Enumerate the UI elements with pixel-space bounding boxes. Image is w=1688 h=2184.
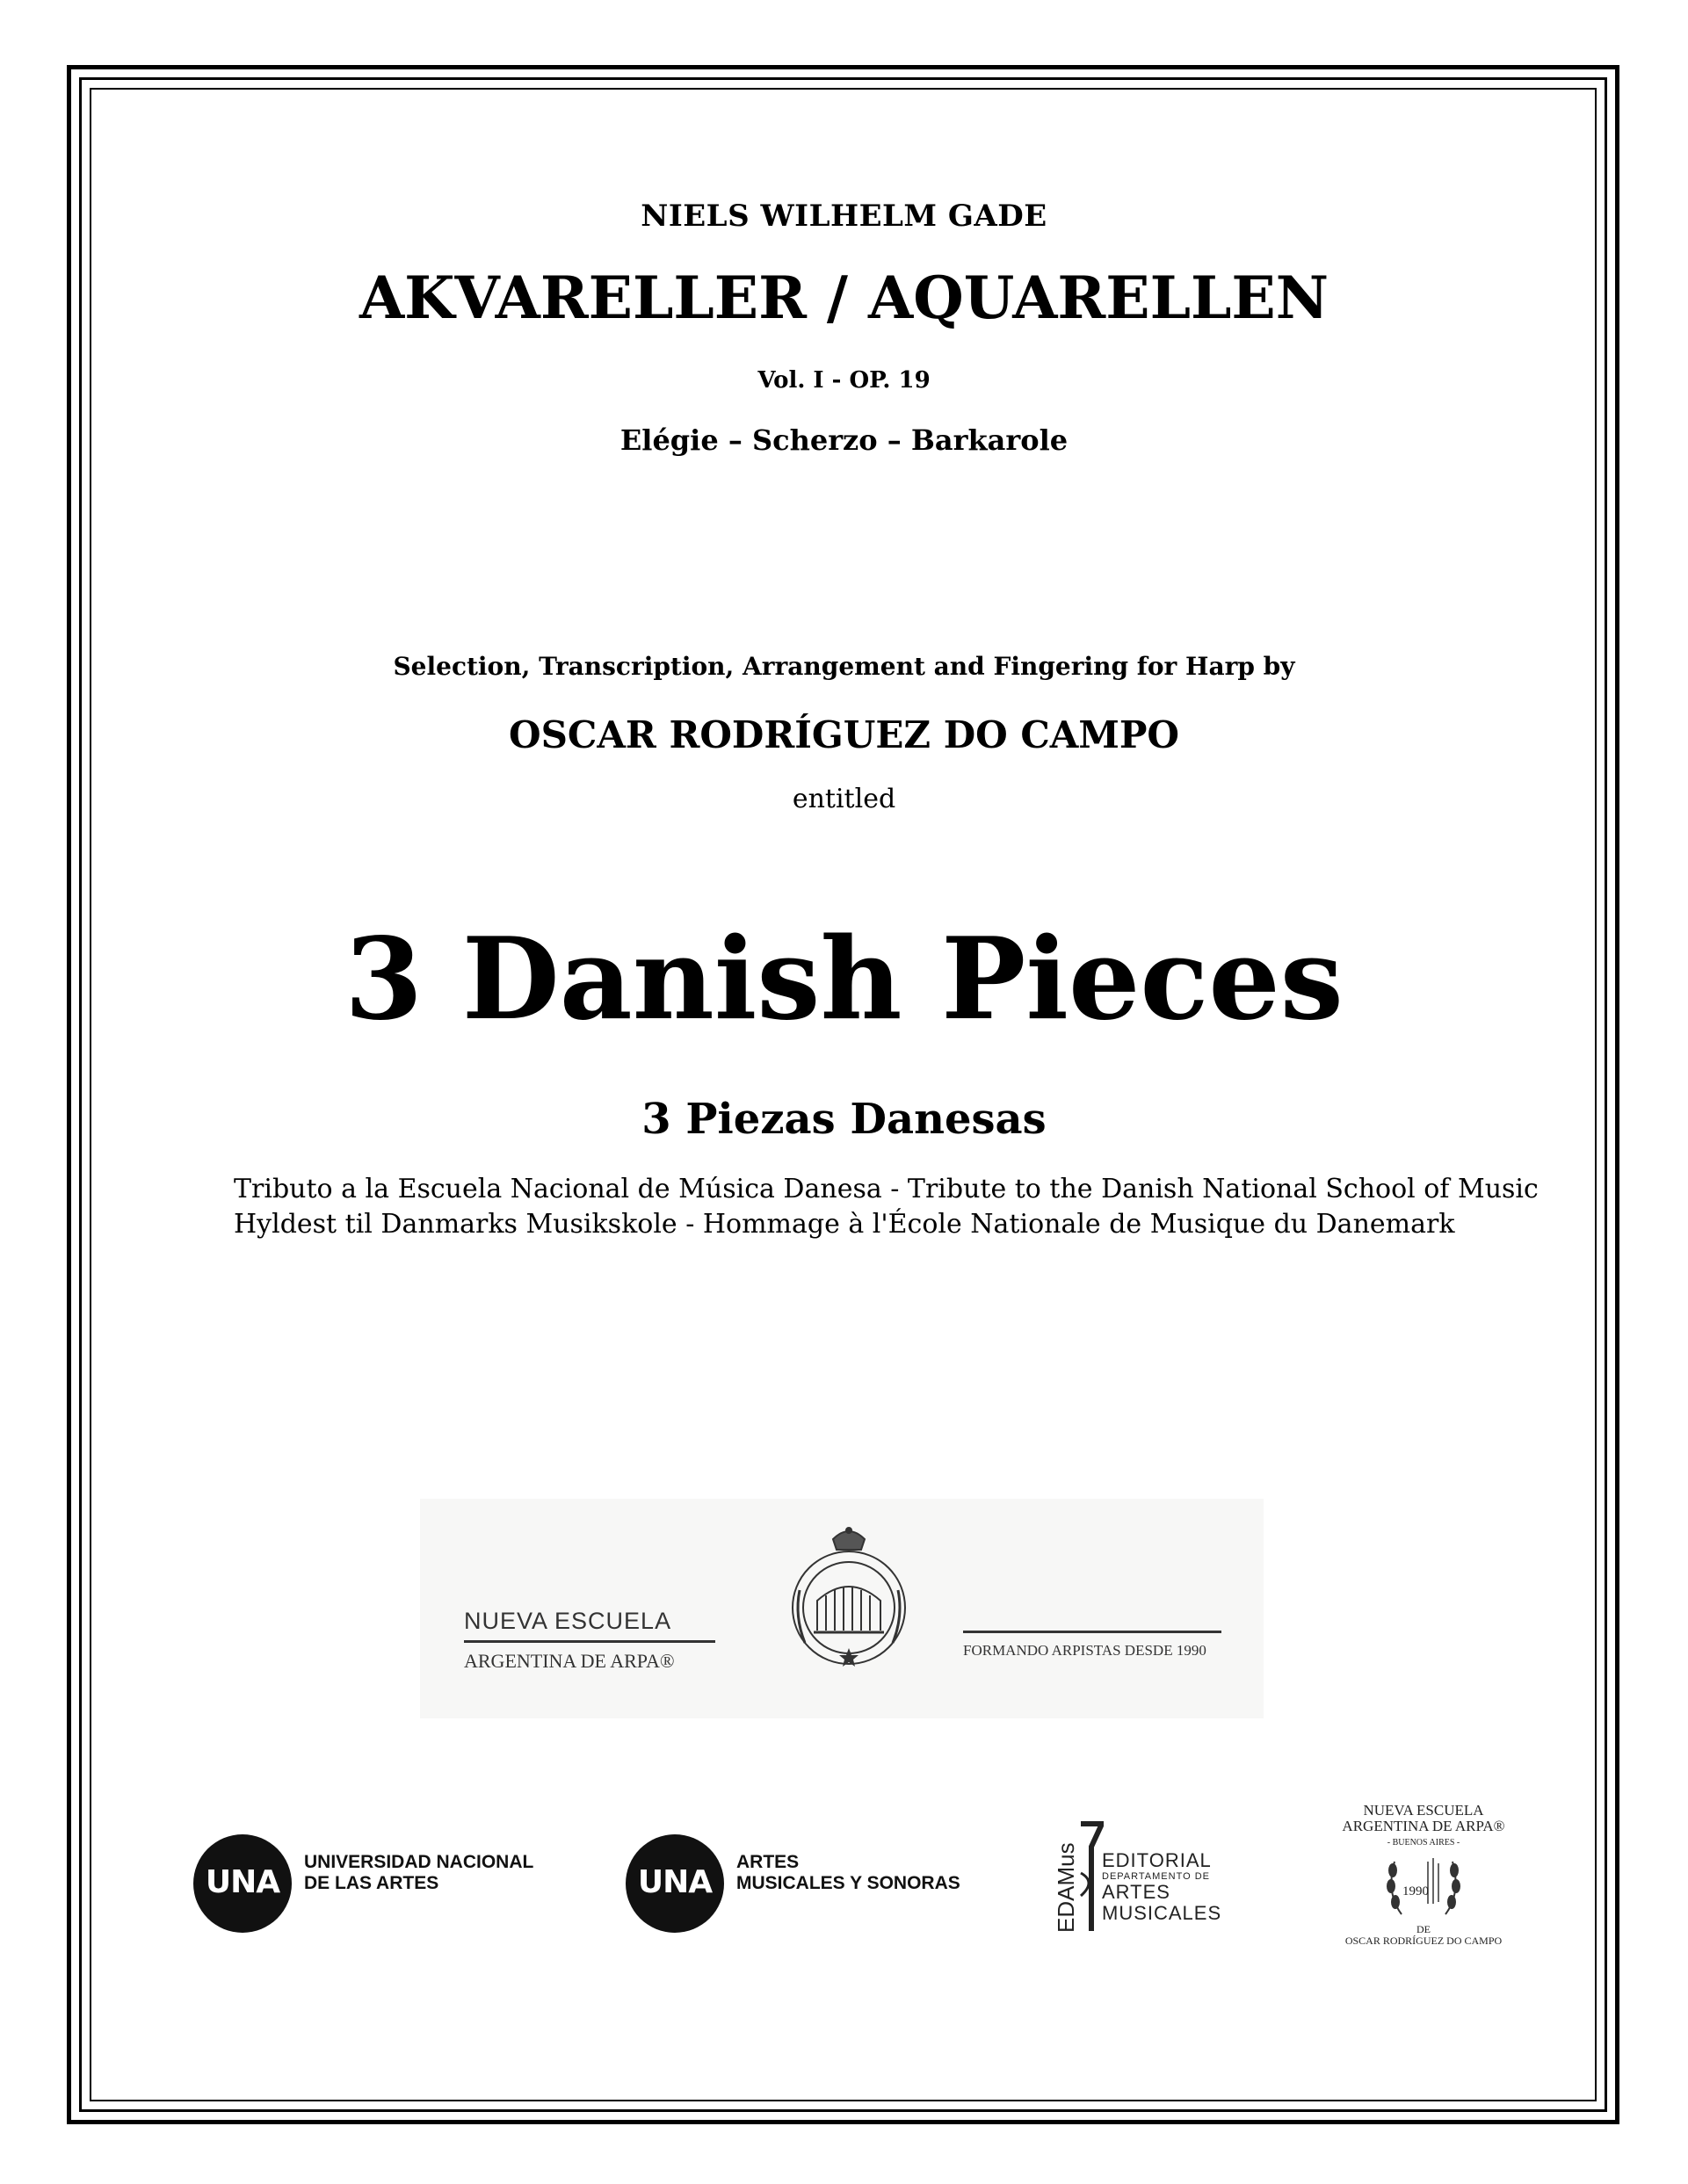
una-mark: UNA [637, 1864, 713, 1900]
edamus-wordmark-text: EDAMus [1053, 1842, 1079, 1933]
school-motto [963, 1631, 1221, 1660]
school-banner [420, 1499, 1264, 1718]
volume-opus: Vol. I - OP. 19 [757, 367, 931, 394]
neaa-line-1: NUEVA ESCUELA [1363, 1802, 1484, 1819]
una-university-line-1: UNIVERSIDAD NACIONAL [304, 1852, 534, 1872]
work-title: AKVARELLER / AQUARELLEN [359, 264, 1329, 332]
divider [464, 1640, 715, 1643]
neaa-founder: OSCAR RODRÍGUEZ DO CAMPO [1344, 1935, 1503, 1947]
una-logo [193, 1834, 292, 1933]
entitled-label: entitled [792, 784, 896, 814]
neaa-city: - BUENOS AIRES - [1387, 1838, 1460, 1848]
motto-text: FORMANDO ARPISTAS DESDE 1990 [963, 1642, 1206, 1659]
main-title: 3 Danish Pieces [344, 914, 1344, 1045]
divider [963, 1631, 1221, 1633]
credit-line: Selection, Transcription, Arrangement and Fingering for Harp by [393, 652, 1295, 681]
laurel-harp-seal-icon [1375, 1849, 1472, 1920]
una-university-line-2: DE LAS ARTES [304, 1873, 439, 1893]
edamus-line-1: EDITORIAL [1102, 1849, 1212, 1871]
edamus-vertical-wordmark [1051, 1820, 1081, 1935]
edamus-line-4: MUSICALES [1102, 1902, 1222, 1924]
school-name-line-1: NUEVA ESCUELA [464, 1608, 672, 1634]
edamus-logo [1051, 1820, 1253, 1935]
una-department-logo [626, 1834, 724, 1933]
tribute-line-1: Tributo a la Escuela Nacional de Música Danesa - Tribute to the Danish National School of Music [234, 1174, 1539, 1204]
edamus-text [1102, 1850, 1221, 1924]
music-clef-icon [1077, 1820, 1104, 1935]
una-university-text [304, 1852, 533, 1894]
composer-name: NIELS WILHELM GADE [641, 199, 1047, 234]
neaa-seal-logo [1309, 1803, 1538, 1952]
school-name-line-2: ARGENTINA DE ARPA® [464, 1650, 675, 1672]
una-mark: UNA [205, 1864, 280, 1900]
piece-list: Elégie – Scherzo – Barkarole [619, 423, 1069, 457]
subtitle: 3 Piezas Danesas [641, 1095, 1047, 1144]
una-department-line-1: ARTES [736, 1852, 800, 1872]
neaa-year: 1990 [1402, 1884, 1429, 1898]
edamus-line-2: DEPARTAMENTO DE [1102, 1871, 1210, 1882]
arranger-name: OSCAR RODRÍGUEZ DO CAMPO [508, 713, 1179, 756]
una-department-text [736, 1852, 960, 1894]
school-wordmark [464, 1608, 715, 1673]
tribute-line-2: Hyldest til Danmarks Musikskole - Hommage à l'École Nationale de Musique du Danemark [234, 1209, 1455, 1240]
harp-crest-icon [779, 1520, 919, 1696]
neaa-line-2: ARGENTINA DE ARPA® [1342, 1818, 1505, 1834]
neaa-de: DE [1416, 1923, 1431, 1935]
una-department-line-2: MUSICALES Y SONORAS [736, 1873, 960, 1893]
edamus-line-3: ARTES [1102, 1881, 1170, 1903]
